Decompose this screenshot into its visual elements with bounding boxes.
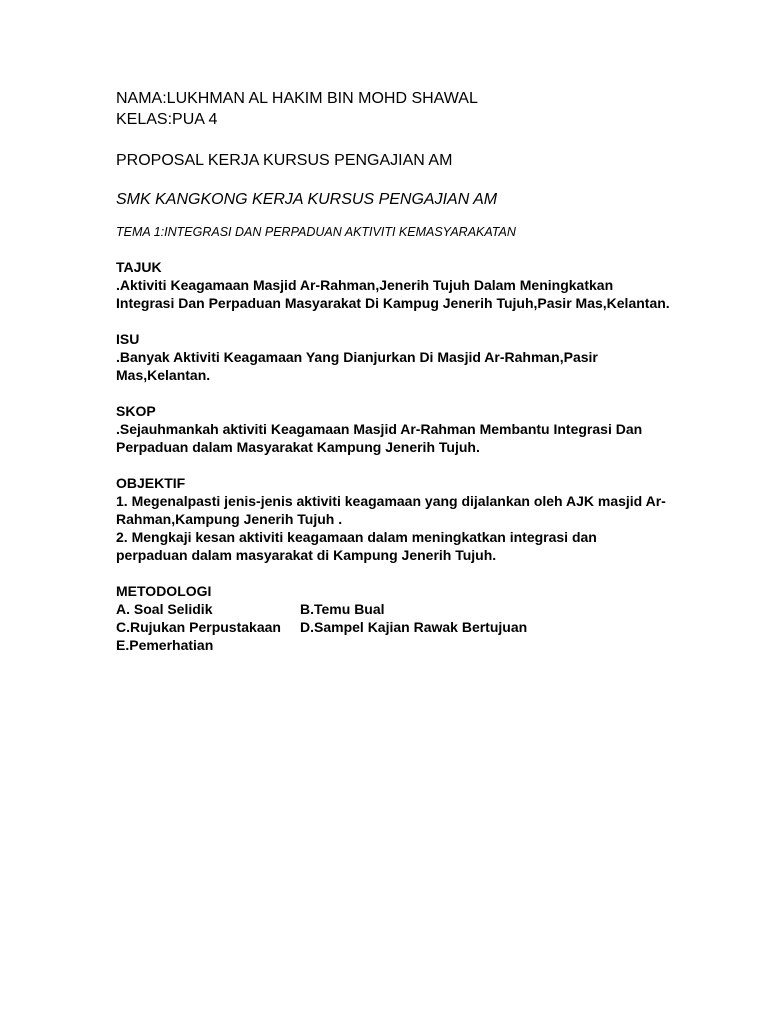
isu-heading: ISU — [116, 331, 140, 347]
school-line: SMK KANGKONG KERJA KURSUS PENGAJIAN AM — [116, 191, 498, 208]
metodologi-row — [116, 636, 676, 654]
objektif-section — [116, 474, 676, 564]
isu-line: .Banyak Aktiviti Keagamaan Yang Dianjurkan Di Masjid Ar-Rahman,Pasir — [116, 349, 598, 365]
metodologi-section — [116, 582, 676, 654]
metodologi-row — [116, 600, 676, 618]
tajuk-line: Integrasi Dan Perpaduan Masyarakat Di Kampug Jenerih Tujuh,Pasir Mas,Kelantan. — [116, 295, 670, 311]
metodologi-item-b: B.Temu Bual — [300, 601, 385, 617]
student-class: KELAS:PUA 4 — [116, 111, 218, 128]
skop-heading: SKOP — [116, 403, 156, 419]
metodologi-item-e: E.Pemerhatian — [116, 637, 214, 653]
tema-line: TEMA 1:INTEGRASI DAN PERPADUAN AKTIVITI KEMASYARAKATAN — [116, 225, 516, 239]
isu-section — [116, 330, 676, 384]
skop-line: Perpaduan dalam Masyarakat Kampung Jenerih Tujuh. — [116, 439, 480, 455]
document-content — [116, 88, 676, 654]
metodologi-row — [116, 618, 676, 636]
tajuk-section — [116, 258, 676, 312]
objektif-line: perpaduan dalam masyarakat di Kampung Jenerih Tujuh. — [116, 547, 497, 563]
proposal-title: PROPOSAL KERJA KURSUS PENGAJIAN AM — [116, 152, 453, 169]
metodologi-item-a: A. Soal Selidik — [116, 601, 213, 617]
objektif-line: Rahman,Kampung Jenerih Tujuh . — [116, 511, 343, 527]
metodologi-item-d: D.Sampel Kajian Rawak Bertujuan — [300, 619, 528, 635]
objektif-line: 2. Mengkaji kesan aktiviti keagamaan dalam meningkatkan integrasi dan — [116, 529, 597, 545]
isu-line: Mas,Kelantan. — [116, 367, 211, 383]
objektif-line: 1. Megenalpasti jenis-jenis aktiviti keagamaan yang dijalankan oleh AJK masjid Ar- — [116, 493, 666, 509]
objektif-heading: OBJEKTIF — [116, 475, 186, 491]
skop-line: .Sejauhmankah aktiviti Keagamaan Masjid Ar-Rahman Membantu Integrasi Dan — [116, 421, 643, 437]
tajuk-line: .Aktiviti Keagamaan Masjid Ar-Rahman,Jenerih Tujuh Dalam Meningkatkan — [116, 277, 614, 293]
metodologi-heading: METODOLOGI — [116, 583, 212, 599]
tajuk-heading: TAJUK — [116, 259, 162, 275]
skop-section — [116, 402, 676, 456]
student-name: NAMA:LUKHMAN AL HAKIM BIN MOHD SHAWAL — [116, 90, 478, 107]
metodologi-item-c: C.Rujukan Perpustakaan — [116, 619, 281, 635]
